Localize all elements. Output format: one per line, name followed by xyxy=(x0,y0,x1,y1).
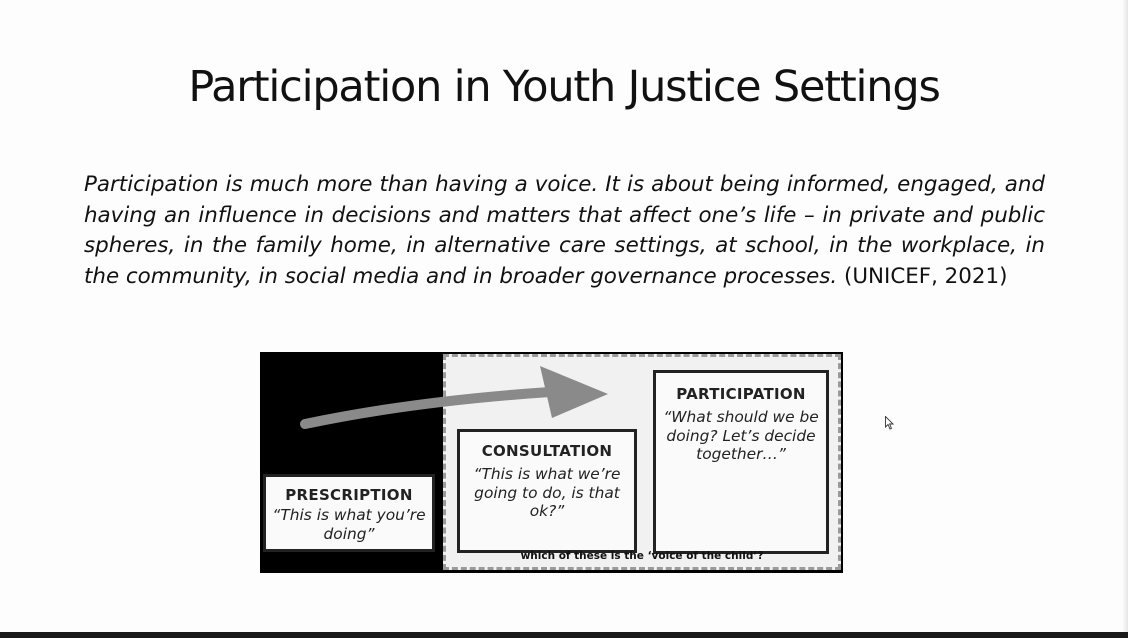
mouse-pointer-icon xyxy=(885,416,894,430)
quote-text: Participation is much more than having a voice. It is about being informed, engaged, and having an influence in decisions and matters that affect one’s life – in private and public spheres, in the family home, in alternative care settings, at school, in the workplace, in the community, in social media and in broader governance processes. xyxy=(84,172,1045,289)
consultation-quote: “This is what we’re going to do, is that ok?” xyxy=(473,465,621,520)
prescription-heading: PRESCRIPTION xyxy=(285,486,413,504)
quote-citation: (UNICEF, 2021) xyxy=(837,263,1008,289)
slide-title: Participation in Youth Justice Settings xyxy=(188,62,940,112)
bottom-bar xyxy=(0,632,1128,638)
prescription-box xyxy=(263,474,435,552)
window-edge xyxy=(1122,0,1128,632)
prescription-quote: “This is what you’re doing” xyxy=(272,506,426,543)
consultation-box xyxy=(457,429,637,553)
participation-box xyxy=(653,370,829,554)
unicef-quote xyxy=(84,170,1045,292)
participation-diagram xyxy=(260,352,843,573)
participation-quote: “What should we be doing? Let’s decide together…” xyxy=(663,408,819,463)
diagram-caption: which of these is the ‘voice of the child’? xyxy=(520,550,764,562)
consultation-heading: CONSULTATION xyxy=(481,442,613,460)
participation-heading: PARTICIPATION xyxy=(676,385,806,403)
